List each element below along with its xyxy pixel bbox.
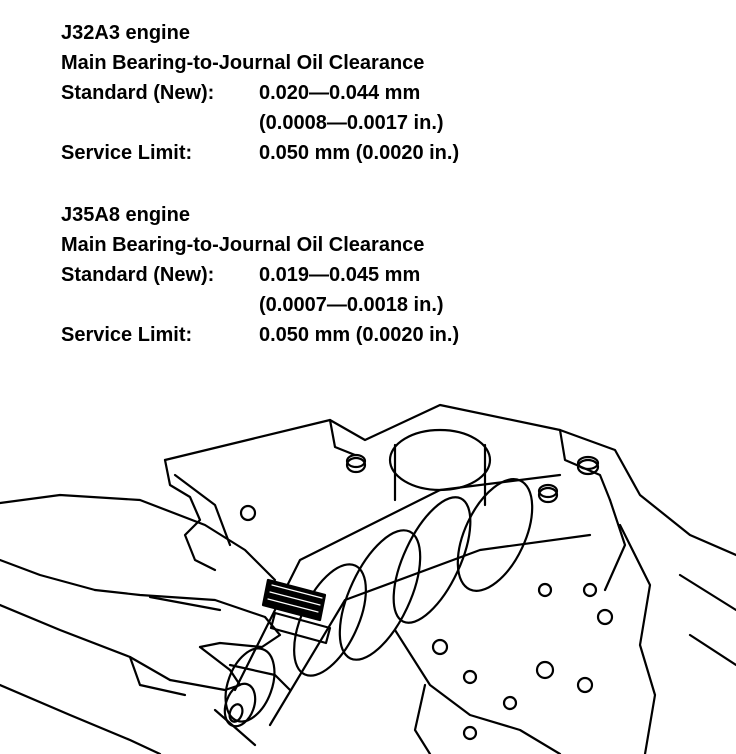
engine-title: J35A8 engine — [61, 204, 190, 226]
clearance-heading: Main Bearing-to-Journal Oil Clearance — [61, 234, 425, 256]
service-limit-value: 0.050 mm (0.0020 in.) — [259, 324, 460, 346]
engine-block-outline — [165, 405, 736, 754]
clearance-heading: Main Bearing-to-Journal Oil Clearance — [61, 52, 425, 74]
service-limit-value: 0.050 mm (0.0020 in.) — [259, 142, 460, 164]
standard-label: Standard (New): — [61, 264, 215, 286]
crankshaft-plastigage-illustration — [0, 385, 736, 754]
standard-value-mm: 0.019—0.045 mm — [259, 264, 421, 286]
engine-title: J32A3 engine — [61, 22, 190, 44]
service-limit-label: Service Limit: — [61, 142, 193, 164]
standard-value-mm: 0.020—0.044 mm — [259, 82, 421, 104]
standard-label: Standard (New): — [61, 82, 215, 104]
standard-value-in: (0.0007—0.0018 in.) — [259, 294, 444, 316]
service-limit-label: Service Limit: — [61, 324, 193, 346]
standard-value-in: (0.0008—0.0017 in.) — [259, 112, 444, 134]
hand — [0, 495, 290, 754]
